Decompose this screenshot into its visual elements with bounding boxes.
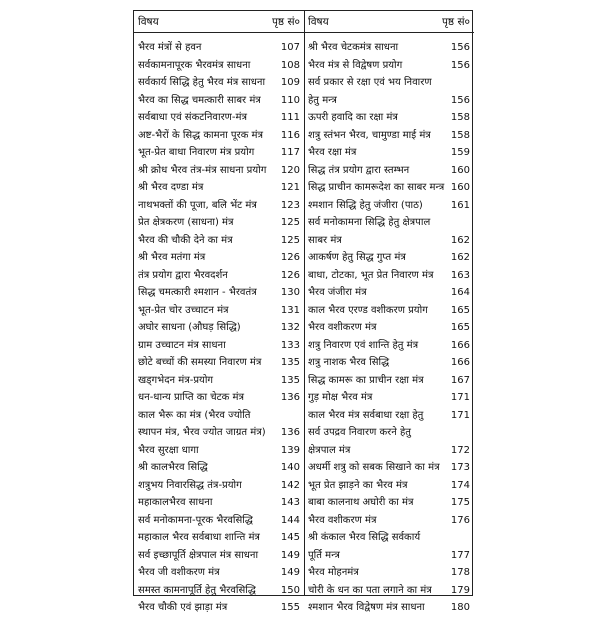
toc-entry-page: 125 bbox=[280, 217, 300, 228]
toc-entry-title: छोटे बच्चों की समस्या निवारण मंत्र bbox=[138, 357, 262, 368]
toc-entry-title: काल भैरू का मंत्र (भैरव ज्योति bbox=[138, 409, 251, 421]
toc-entry bbox=[304, 389, 474, 407]
toc-entry bbox=[134, 214, 304, 232]
toc-entry-page: 156 bbox=[450, 94, 470, 106]
toc-entry-page: 158 bbox=[450, 112, 470, 123]
toc-entry-page: 130 bbox=[280, 287, 300, 298]
toc-entry bbox=[134, 582, 304, 600]
header-page-label: पृष्ठ सं० bbox=[271, 16, 300, 28]
toc-entry bbox=[134, 232, 304, 250]
toc-entry-title: सर्व उपद्रव निवारण करने हेतु bbox=[308, 427, 412, 438]
toc-entry-title: श्री भैरव दण्डा मंत्र bbox=[138, 182, 204, 193]
toc-entry-title: धन-धान्य प्राप्ति का चेटक मंत्र bbox=[138, 392, 245, 403]
toc-entry bbox=[134, 442, 304, 460]
toc-entry-page: 108 bbox=[280, 59, 300, 71]
toc-entry-page: 135 bbox=[280, 374, 300, 386]
toc-entry bbox=[134, 599, 304, 617]
toc-entry-title: बाधा, टोटका, भूत प्रेत निवारण मंत्र bbox=[308, 269, 434, 281]
toc-entry-page: 167 bbox=[450, 374, 470, 386]
toc-entry-title: श्री क्रोध भैरव तंत्र-मंत्र साधना प्रयोग bbox=[138, 164, 267, 176]
toc-entry-page: 166 bbox=[450, 357, 470, 368]
toc-entry bbox=[134, 92, 304, 110]
toc-entry bbox=[304, 337, 474, 355]
toc-entry-page: 135 bbox=[280, 357, 300, 368]
toc-entry-title: स्थापन मंत्र, भैरव ज्योत जाग्रत मंत्र) bbox=[138, 427, 266, 438]
toc-entry bbox=[304, 249, 474, 267]
toc-entry-page: 158 bbox=[450, 129, 470, 141]
toc-entry bbox=[304, 74, 474, 92]
toc-entry-title: ग्राम उच्चाटन मंत्र साधना bbox=[138, 339, 226, 351]
toc-entry bbox=[134, 372, 304, 390]
toc-entry bbox=[304, 564, 474, 582]
toc-entry-page: 123 bbox=[280, 199, 300, 211]
toc-entry-title: सर्वकार्य सिद्धि हेतु भैरव मंत्र साधना bbox=[138, 77, 266, 88]
toc-entry-title: श्मशान सिद्धि हेतु जंजीरा (पाठ) bbox=[308, 199, 423, 211]
toc-entry bbox=[304, 459, 474, 477]
toc-entry-page: 110 bbox=[280, 94, 300, 106]
header-page-label: पृष्ठ सं० bbox=[441, 16, 470, 28]
table-of-contents bbox=[133, 10, 473, 613]
toc-entry bbox=[304, 547, 474, 565]
toc-entry-title: श्मशान भैरव विद्वेषण मंत्र साधना bbox=[308, 602, 425, 613]
toc-column-left bbox=[134, 39, 304, 617]
toc-entry-page: 120 bbox=[280, 164, 300, 176]
toc-entry-page: 177 bbox=[450, 549, 470, 561]
toc-entry-title: सर्वकामनापूरक भैरवमंत्र साधना bbox=[138, 59, 251, 71]
toc-entry bbox=[304, 267, 474, 285]
toc-entry-page: 121 bbox=[280, 182, 300, 193]
toc-entry bbox=[134, 109, 304, 127]
toc-entry bbox=[134, 162, 304, 180]
toc-entry bbox=[304, 197, 474, 215]
toc-entry-page: 155 bbox=[280, 602, 300, 613]
toc-entry bbox=[304, 372, 474, 390]
toc-entry bbox=[134, 319, 304, 337]
toc-entry-page: 107 bbox=[280, 42, 300, 53]
toc-entry bbox=[304, 302, 474, 320]
toc-entry bbox=[304, 494, 474, 512]
toc-entry-page: 133 bbox=[280, 339, 300, 351]
toc-entry-page: 150 bbox=[280, 584, 300, 596]
toc-entry bbox=[304, 319, 474, 337]
header-subject-label: विषय bbox=[138, 16, 159, 28]
toc-entry-title: नाथभक्तों की पूजा, बलि भेंट मंत्र bbox=[138, 199, 257, 211]
toc-entry-title: सिद्ध प्राचीन कामरूदेश का साबर मन्त्र bbox=[308, 182, 445, 193]
toc-entry-title: काल भैरव मंत्र सर्वबाधा रक्षा हेतु bbox=[308, 409, 424, 421]
toc-entry bbox=[134, 354, 304, 372]
toc-entry-page: 162 bbox=[450, 252, 470, 263]
toc-entry-page: 163 bbox=[450, 269, 470, 281]
toc-entry-title: श्री भैरव मतंगा मंत्र bbox=[138, 252, 206, 263]
toc-entry bbox=[304, 529, 474, 547]
toc-entry-title: भैरव की चौकी देने का मंत्र bbox=[138, 234, 233, 246]
toc-entry-page: 136 bbox=[280, 392, 300, 403]
toc-entry bbox=[134, 407, 304, 425]
toc-entry-page: 132 bbox=[280, 322, 300, 333]
toc-entry-page: 164 bbox=[450, 287, 470, 298]
toc-entry bbox=[304, 109, 474, 127]
toc-entry-title: श्री कंकाल भैरव सिद्धि सर्वकार्य bbox=[308, 532, 421, 543]
toc-entry-title: भैरव वशीकरण मंत्र bbox=[308, 514, 377, 526]
toc-entry-page: 156 bbox=[450, 42, 470, 53]
toc-entry bbox=[304, 599, 474, 617]
toc-entry-title: प्रेत क्षेत्रकरण (साधना) मंत्र bbox=[138, 217, 234, 228]
toc-entry-page: 173 bbox=[450, 462, 470, 473]
toc-entry-page: 109 bbox=[280, 77, 300, 88]
toc-entry bbox=[134, 249, 304, 267]
toc-entry-title: श्री भैरव चेटकमंत्र साधना bbox=[308, 42, 399, 53]
toc-column-right bbox=[304, 39, 474, 617]
toc-entry-page: 126 bbox=[280, 269, 300, 281]
header-right bbox=[304, 11, 474, 33]
toc-entry-title: काल भैरव एरण्ड वशीकरण प्रयोग bbox=[308, 304, 428, 316]
toc-entry-page: 179 bbox=[450, 584, 470, 596]
toc-entry bbox=[134, 302, 304, 320]
toc-entry-page: 176 bbox=[450, 514, 470, 526]
toc-entry bbox=[134, 564, 304, 582]
toc-entry-title: सिद्ध चमत्कारी श्मशान - भैरवतंत्र bbox=[138, 287, 257, 298]
toc-entry bbox=[134, 144, 304, 162]
toc-entry-title: चोरी के धन का पता लगाने का मंत्र bbox=[308, 584, 432, 596]
toc-entry-title: क्षेत्रपाल मंत्र bbox=[308, 444, 351, 456]
toc-entry-title: महाकालभैरव साधना bbox=[138, 497, 213, 508]
toc-entry-title: भैरव मोहनमंत्र bbox=[308, 567, 359, 578]
toc-entry bbox=[134, 57, 304, 75]
toc-entry-title: अघोर साधना (औघड़ सिद्धि) bbox=[138, 322, 241, 333]
toc-entry-title: श्री कालभैरव सिद्धि bbox=[138, 462, 208, 473]
toc-entry-title: आकर्षण हेतु सिद्ध गुप्त मंत्र bbox=[308, 252, 406, 263]
toc-entry-title: तंत्र प्रयोग द्वारा भैरवदर्शन bbox=[138, 269, 228, 281]
toc-entry-page: 178 bbox=[450, 567, 470, 578]
toc-entry bbox=[304, 407, 474, 425]
toc-entry bbox=[134, 337, 304, 355]
toc-entry-title: खड्गभेदन मंत्र-प्रयोग bbox=[138, 374, 214, 386]
toc-entry-title: भैरव का सिद्ध चमत्कारी साबर मंत्र bbox=[138, 94, 261, 106]
toc-entry bbox=[304, 179, 474, 197]
toc-entry-title: भैरव मंत्रों से हवन bbox=[138, 42, 202, 53]
toc-entry-title: शत्रुभय निवारसिद्ध तंत्र-प्रयोग bbox=[138, 479, 242, 491]
toc-entry bbox=[304, 284, 474, 302]
toc-entry bbox=[134, 284, 304, 302]
toc-entry-title: शत्रु नाशक भैरव सिद्धि bbox=[308, 357, 390, 368]
toc-entry-title: भैरव सुरक्षा धागा bbox=[138, 444, 199, 456]
header-left bbox=[134, 11, 304, 33]
toc-entry bbox=[304, 57, 474, 75]
toc-entry bbox=[134, 459, 304, 477]
toc-entry-title: भैरव वशीकरण मंत्र bbox=[308, 322, 377, 333]
toc-entry-title: महाकाल भैरव सर्वबाधा शान्ति मंत्र bbox=[138, 532, 260, 543]
toc-entry bbox=[134, 529, 304, 547]
toc-entry-page: 117 bbox=[280, 147, 300, 158]
toc-entry-title: सर्व प्रकार से रक्षा एवं भय निवारण bbox=[308, 77, 432, 88]
toc-entry-page: 145 bbox=[280, 532, 300, 543]
toc-entry-title: भैरव रक्षा मंत्र bbox=[308, 147, 357, 158]
toc-entry-title: पूर्ति मन्त्र bbox=[308, 549, 340, 561]
toc-entry-title: सिद्ध तंत्र प्रयोग द्वारा स्तम्भन bbox=[308, 164, 410, 176]
toc-entry-title: बाबा कालनाथ अघोरी का मंत्र bbox=[308, 497, 414, 508]
toc-entry-title: भैरव चौकी एवं झाड़ा मंत्र bbox=[138, 602, 228, 613]
toc-entry bbox=[134, 424, 304, 442]
toc-entry-page: 171 bbox=[450, 409, 470, 421]
toc-entry-title: भूत प्रेत झाड़ने का भैरव मंत्र bbox=[308, 479, 408, 491]
toc-entry-page: 149 bbox=[280, 567, 300, 578]
toc-entry bbox=[304, 232, 474, 250]
toc-entry-page: 180 bbox=[450, 602, 470, 613]
toc-entry-page: 175 bbox=[450, 497, 470, 508]
toc-entry-page: 159 bbox=[450, 147, 470, 158]
toc-entry bbox=[134, 477, 304, 495]
toc-entry-page: 160 bbox=[450, 182, 470, 193]
toc-entry-title: ऊपरी हवादि का रक्षा मंत्र bbox=[308, 112, 398, 123]
toc-entry bbox=[134, 179, 304, 197]
toc-entry-title: भूत-प्रेत बाधा निवारण मंत्र प्रयोग bbox=[138, 147, 255, 158]
toc-entry-page: 162 bbox=[450, 234, 470, 246]
toc-entry bbox=[134, 74, 304, 92]
toc-entry-title: सर्वबाधा एवं संकटनिवारण-मंत्र bbox=[138, 112, 248, 123]
toc-entry-title: भैरव जी वशीकरण मंत्र bbox=[138, 567, 220, 578]
toc-entry-page: 140 bbox=[280, 462, 300, 473]
toc-entry bbox=[134, 547, 304, 565]
toc-entry bbox=[304, 582, 474, 600]
toc-entry-page: 144 bbox=[280, 514, 300, 526]
toc-entry bbox=[304, 162, 474, 180]
toc-entry-page: 136 bbox=[280, 427, 300, 438]
toc-entry-page: 143 bbox=[280, 497, 300, 508]
toc-entry-page: 160 bbox=[450, 164, 470, 176]
toc-entry-title: गुड़ मोक्ष भैरव मंत्र bbox=[308, 392, 373, 403]
toc-entry-title: समस्त कामनापूर्ति हेतु भैरवसिद्धि bbox=[138, 584, 256, 596]
toc-entry bbox=[134, 512, 304, 530]
toc-entry-page: 116 bbox=[280, 129, 300, 141]
toc-entry bbox=[304, 424, 474, 442]
toc-entry-title: सिद्ध कामरू का प्राचीन रक्षा मंत्र bbox=[308, 374, 424, 386]
toc-entry-page: 161 bbox=[450, 199, 470, 211]
toc-entry-page: 142 bbox=[280, 479, 300, 491]
toc-entry bbox=[304, 477, 474, 495]
toc-entry bbox=[134, 197, 304, 215]
toc-entry-title: सर्व मनोकामना-पूरक भैरवसिद्धि bbox=[138, 514, 253, 526]
toc-entry-title: अधर्मी शत्रु को सबक सिखाने का मंत्र bbox=[308, 462, 440, 473]
toc-entry bbox=[304, 354, 474, 372]
toc-entry bbox=[304, 144, 474, 162]
toc-entry bbox=[304, 39, 474, 57]
toc-entry-title: शत्रु निवारण एवं शान्ति हेतु मंत्र bbox=[308, 339, 419, 351]
toc-entry-title: साबर मंत्र bbox=[308, 234, 342, 246]
toc-entry-page: 174 bbox=[450, 479, 470, 491]
toc-entry bbox=[304, 127, 474, 145]
toc-entry-page: 166 bbox=[450, 339, 470, 351]
toc-entry-page: 165 bbox=[450, 322, 470, 333]
toc-entry-page: 149 bbox=[280, 549, 300, 561]
toc-entry-page: 156 bbox=[450, 59, 470, 71]
toc-entry-page: 131 bbox=[280, 304, 300, 316]
toc-entry-page: 139 bbox=[280, 444, 300, 456]
toc-entry bbox=[134, 494, 304, 512]
toc-entry-page: 171 bbox=[450, 392, 470, 403]
toc-entry-title: सर्व इच्छापूर्ति क्षेत्रपाल मंत्र साधना bbox=[138, 549, 259, 561]
toc-entry bbox=[134, 127, 304, 145]
toc-entry bbox=[304, 92, 474, 110]
toc-entry-title: सर्व मनोकामना सिद्धि हेतु क्षेत्रपाल bbox=[308, 217, 431, 228]
toc-entry bbox=[304, 442, 474, 460]
toc-entry bbox=[304, 512, 474, 530]
toc-entry-page: 126 bbox=[280, 252, 300, 263]
toc-entry-page: 111 bbox=[280, 112, 300, 123]
toc-entry bbox=[134, 389, 304, 407]
toc-entry bbox=[304, 214, 474, 232]
header-subject-label: विषय bbox=[308, 16, 329, 28]
toc-entry bbox=[134, 39, 304, 57]
toc-entry-page: 125 bbox=[280, 234, 300, 246]
toc-entry-title: भैरव जंजीरा मंत्र bbox=[308, 287, 367, 298]
toc-entry-page: 172 bbox=[450, 444, 470, 456]
toc-entry-page: 165 bbox=[450, 304, 470, 316]
toc-entry bbox=[134, 267, 304, 285]
toc-entry-title: अष्ट-भैरों के सिद्ध कामना पूरक मंत्र bbox=[138, 129, 264, 141]
toc-entry-title: भैरव मंत्र से विद्वेषण प्रयोग bbox=[308, 59, 403, 71]
toc-entry-title: भूत-प्रेत चोर उच्चाटन मंत्र bbox=[138, 304, 229, 316]
toc-entry-title: हेतु मन्त्र bbox=[308, 94, 337, 106]
toc-entry-title: शत्रु स्तंभन भैरव, चामुण्डा माई मंत्र bbox=[308, 129, 431, 141]
